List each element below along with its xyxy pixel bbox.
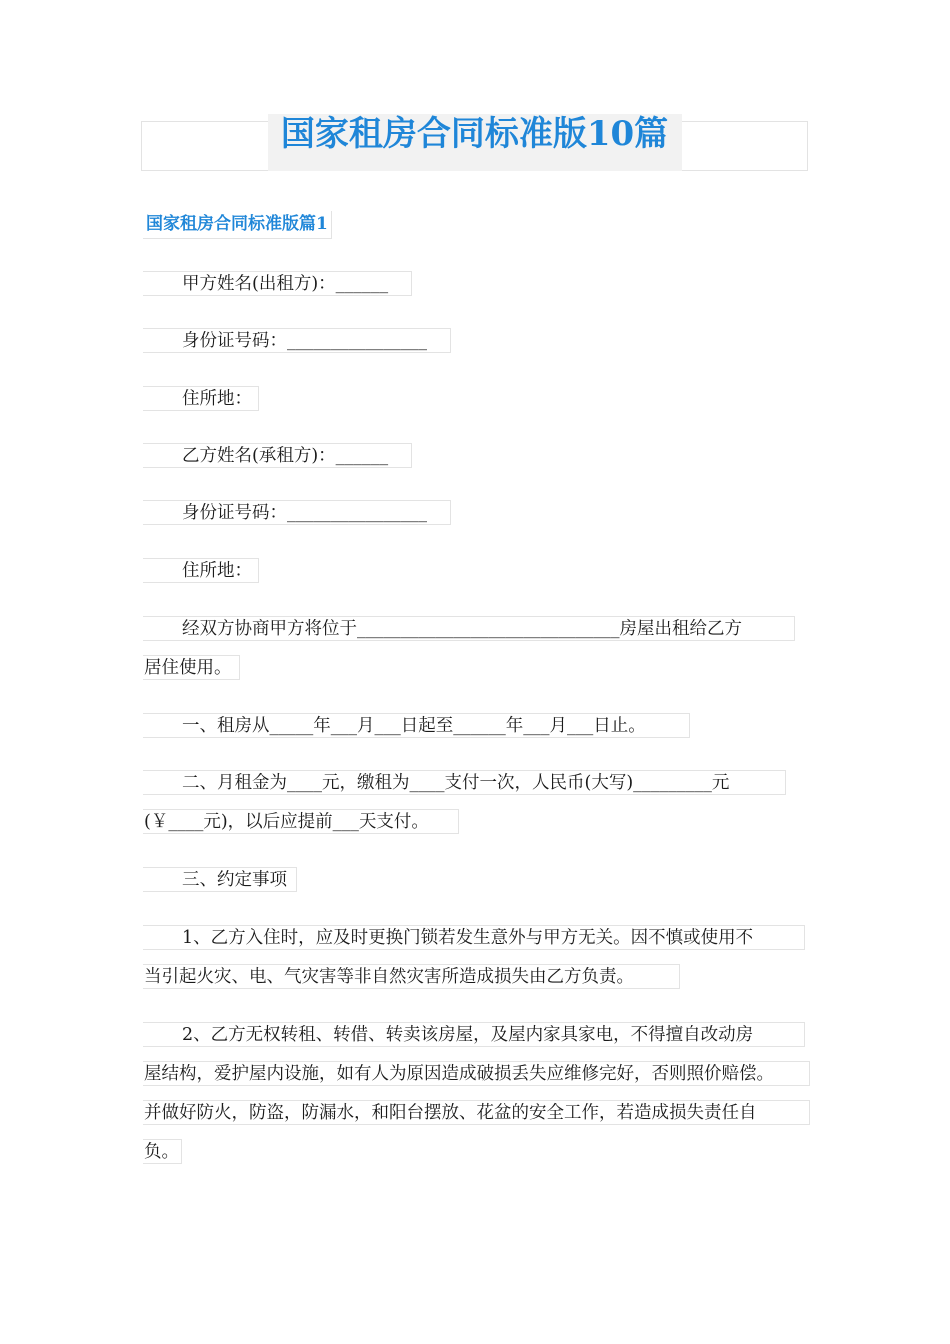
paragraph-line: 乙方姓名(承租方)：______ bbox=[143, 443, 412, 468]
paragraph-line: 甲方姓名(出租方)：______ bbox=[143, 271, 412, 296]
section-heading: 国家租房合同标准版篇1 bbox=[143, 211, 332, 239]
paragraph-line: 三、约定事项 bbox=[143, 867, 297, 892]
paragraph-line: 负。 bbox=[143, 1139, 182, 1164]
paragraph-line: 住所地： bbox=[143, 386, 259, 411]
paragraph-line: (￥____元)，以后应提前___天支付。 bbox=[143, 809, 459, 834]
paragraph-line: 身份证号码：________________ bbox=[143, 328, 451, 353]
paragraph-line: 居住使用。 bbox=[143, 655, 240, 680]
paragraph-line: 住所地： bbox=[143, 558, 259, 583]
paragraph-line: 当引起火灾、电、气灾害等非自然灾害所造成损失由乙方负责。 bbox=[143, 964, 680, 989]
paragraph-line: 1、乙方入住时，应及时更换门锁若发生意外与甲方无关。因不慎或使用不 bbox=[143, 925, 805, 950]
paragraph-line: 一、租房从_____年___月___日起至______年___月___日止。 bbox=[143, 713, 690, 738]
paragraph-line: 2、乙方无权转租、转借、转卖该房屋，及屋内家具家电，不得擅自改动房 bbox=[143, 1022, 805, 1047]
paragraph-line: 二、月租金为____元，缴租为____支付一次，人民币(大写)_________元 bbox=[143, 770, 786, 795]
paragraph-line: 经双方协商甲方将位于______________________________房屋出租给乙方 bbox=[143, 616, 795, 641]
paragraph-line: 并做好防火，防盗，防漏水，和阳台摆放、花盆的安全工作，若造成损失责任自 bbox=[143, 1100, 810, 1125]
paragraph-line: 身份证号码：________________ bbox=[143, 500, 451, 525]
document-title: 国家租房合同标准版10篇 bbox=[280, 114, 669, 154]
paragraph-line: 屋结构，爱护屋内设施，如有人为原因造成破损丢失应维修完好，否则照价赔偿。 bbox=[143, 1061, 810, 1086]
